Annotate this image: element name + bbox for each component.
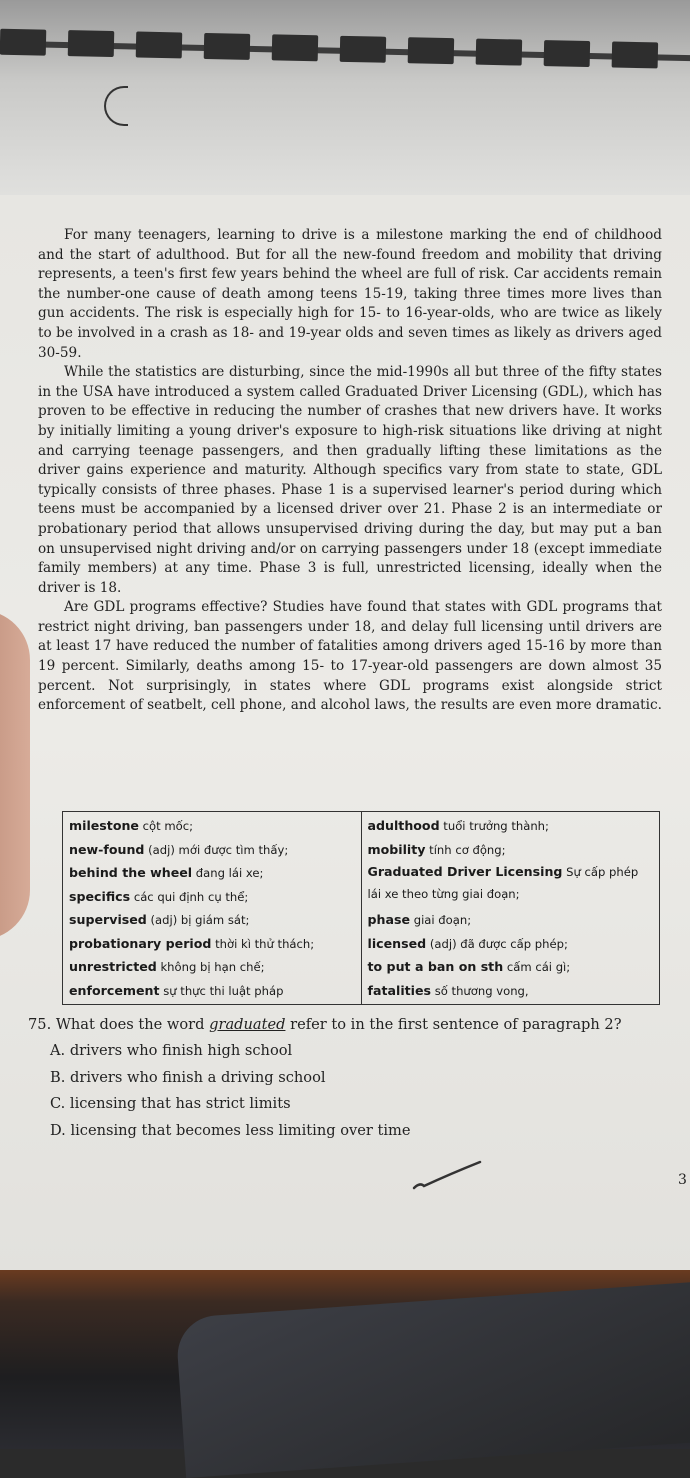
option-d[interactable]: D. licensing that becomes less limiting over time (50, 1121, 411, 1139)
vocab-item: unrestricted không bị hạn chế; (69, 959, 265, 974)
vocab-item: fatalities số thương vong, (367, 982, 529, 998)
paragraph-2: While the statistics are disturbing, since the mid-1990s all but three of the fifty states in the USA have introduced a system called Graduated Driver Licensing (GDL), which has proven to be effective in reducing the number of crashes that new drivers have. It works by initially limiting a young driver's exposure to high-risk situations like driving at night and carrying teenage passengers, and then gradually lifting these limitations as the driver gains experience and maturity. Although specifics vary from state to state, GDL typically consists of three phases. Phase 1 is a supervised learner's period during which teens must be accompanied by a licensed driver over 21. Phase 2 is an intermediate or probationary period that allows unsupervised driving during the day, but may put a ban on unsupervised night driving and/or on carrying passengers under 18 (except immediate family members) at any time. Phase 3 is full, unrestricted licensing, ideally when the driver is 18. (38, 364, 662, 596)
vocab-item: specifics các qui định cụ thể; (69, 888, 249, 904)
vocab-column-left (63, 812, 362, 1005)
vocab-item: adulthood tuổi trưởng thành; (367, 818, 549, 833)
reading-passage (38, 226, 662, 716)
vocab-item: probationary period thời kì thử thách; (69, 935, 315, 951)
paragraph-1: For many teenagers, learning to drive is a milestone marking the end of childhood and the start of adulthood. But for all the new-found freedom and mobility that driving represents, a teen's first few years behind the wheel are full of risk. Car accidents remain the number-one cause of death among teens 15-19, taking three times more lives than gun accidents. The risk is especially high for 15- to 16-year-olds, who are twice as likely to be involved in a crash as 18- and 19-year olds and seven times as likely as drivers aged 30-59. (38, 227, 662, 361)
vocab-item: enforcement sự thực thi luật pháp (69, 982, 284, 998)
vocab-item: new-found (adj) mới được tìm thấy; (69, 841, 289, 857)
vocab-item: behind the wheel đang lái xe; (69, 865, 264, 880)
finger (0, 610, 30, 940)
vocab-item: mobility tính cơ động; (367, 841, 506, 857)
vocab-item: licensed (adj) đã được cấp phép; (367, 935, 568, 951)
vocab-item: to put a ban on sth cấm cái gì; (367, 959, 571, 974)
vocab-column-right (361, 812, 660, 1005)
option-b[interactable]: B. drivers who finish a driving school (50, 1068, 326, 1086)
question-stem: 75. What does the word graduated refer to in the first sentence of paragraph 2? (28, 1016, 622, 1033)
check-mark-icon (410, 1156, 490, 1196)
vocab-item: phase giai đoạn; (367, 912, 472, 927)
page-number: 3 (678, 1172, 687, 1188)
target-word: graduated (209, 1016, 286, 1033)
paragraph-3: Are GDL programs effective? Studies have found that states with GDL programs that restrict night driving, ban passengers under 18, and delay full licensing until drivers are at least 17 have reduced the number of fatalities among drivers aged 15-16 by more than 19 percent. Similarly, deaths among 15- to 17-year-old passengers are down almost 35 percent. Not surprisingly, in states where GDL programs exist alongside strict enforcement of seatbelt, cell phone, and alcohol laws, the results are even more dramatic. (38, 599, 662, 714)
vocab-item: milestone cột mốc; (69, 818, 194, 833)
vocab-item: supervised (adj) bị giám sát; (69, 912, 250, 927)
option-a[interactable]: A. drivers who finish high school (50, 1042, 293, 1059)
option-c[interactable]: C. licensing that has strict limits (50, 1095, 291, 1112)
vocab-item: Graduated Driver Licensing Sự cấp phép lái xe theo từng giai đoạn; (367, 864, 639, 901)
question-75 (28, 1014, 668, 1146)
vocabulary-table (62, 811, 660, 1005)
